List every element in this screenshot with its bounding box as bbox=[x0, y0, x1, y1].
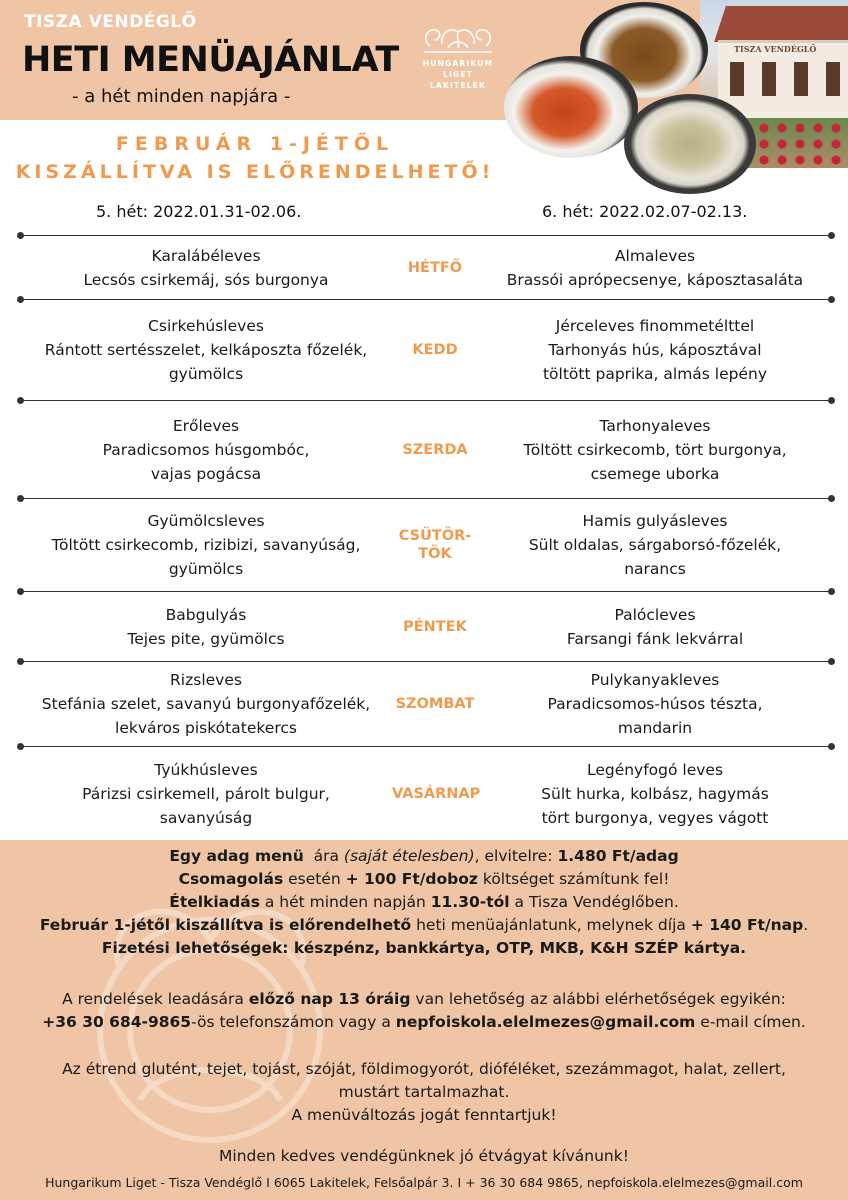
contact-line: +36 30 684-9865-ös telefonszámon vagy a nepfoiskola.elelmezes@gmail.com e-mail címen. bbox=[42, 1013, 806, 1031]
hungarikum-liget-logo bbox=[410, 18, 506, 90]
footer-contact: Hungarikum Liget - Tisza Vendéglő I 6065 Lakitelek, Felsőalpár 3. I + 36 30 684 9865, nepfoiskola.elelmezes@gmail.com bbox=[45, 1175, 803, 1190]
page-title: HETI MENÜAJÁNLAT bbox=[22, 40, 399, 80]
price-line: Egy adag menü ára (saját ételesben), elvitelre: 1.480 Ft/adag bbox=[169, 847, 679, 865]
week5-menu: Karalábéleves Lecsós csirkemáj, sós burgonya bbox=[83, 246, 329, 289]
week5-menu: Csirkehúsleves Rántott sertésszelet, kelkáposzta főzelék, gyümölcs bbox=[44, 317, 368, 383]
menu-row-friday bbox=[20, 591, 832, 661]
logo-text-line2: LAKITELEK bbox=[430, 81, 486, 90]
menu-row-thursday bbox=[20, 498, 832, 591]
week6-menu: Jérceleves finommetélttel Tarhonyás hús, káposztával töltött paprika, almás lepény bbox=[542, 317, 768, 383]
week6-menu: Palócleves Farsangi fánk lekvárral bbox=[566, 605, 744, 648]
menu-row-wednesday bbox=[20, 400, 832, 498]
email-address: nepfoiskola.elelmezes@gmail.com bbox=[395, 1013, 696, 1031]
week-6-heading: 6. hét: 2022.02.07-02.13. bbox=[542, 202, 748, 221]
page-subtitle: - a hét minden napjára - bbox=[72, 86, 291, 107]
serving-line: Ételkiadás a hét minden napján 11.30-tól a Tisza Vendéglőben. bbox=[169, 893, 679, 911]
day-label: SZERDA bbox=[402, 441, 468, 458]
week-5-heading: 5. hét: 2022.01.31-02.06. bbox=[96, 202, 302, 221]
building-sign: TISZA VENDÉGLŐ bbox=[734, 44, 817, 54]
allergen-line2: mustárt tartalmazhat. bbox=[338, 1083, 510, 1101]
week6-menu: Hamis gulyásleves Sült oldalas, sárgaborsó-főzelék, narancs bbox=[528, 512, 782, 578]
week5-menu: Erőleves Paradicsomos húsgombóc, vajas pogácsa bbox=[102, 416, 310, 483]
week6-menu: Almaleves Brassói aprópecsenye, káposztasaláta bbox=[506, 246, 804, 289]
day-label: PÉNTEK bbox=[403, 618, 467, 635]
delivery-line: Február 1-jétől kiszállítva is előrendelhető heti menüajánlatunk, melynek díja + 140 Ft/nap. bbox=[39, 916, 809, 934]
packaging-line: Csomagolás esetén + 100 Ft/doboz költséget számítunk fel! bbox=[178, 870, 670, 888]
week6-menu: Pulykanyakleves Paradicsomos-húsos tészta, mandarin bbox=[547, 671, 763, 737]
menu-row-monday bbox=[20, 235, 832, 299]
week5-menu: Gyümölcsleves Töltött csirkecomb, rizibizi, savanyúság, gyümölcs bbox=[51, 512, 361, 578]
soup-dish-photo bbox=[624, 94, 756, 194]
announcement-line1: FEBRUÁR 1-JÉTŐL bbox=[115, 133, 395, 155]
closing-wish: Minden kedves vendégünknek jó étvágyat kívánunk! bbox=[219, 1147, 629, 1165]
day-label: VASÁRNAP bbox=[392, 785, 481, 802]
menu-row-saturday bbox=[20, 661, 832, 746]
week6-menu: Legényfogó leves Sült hurka, kolbász, hagymás tört burgonya, vegyes vágott bbox=[541, 760, 769, 827]
announcement-line2: KISZÁLLÍTVA IS ELŐRENDELHETŐ! bbox=[15, 161, 495, 183]
delivery-announcement bbox=[0, 130, 510, 186]
week5-menu: Rizsleves Stefánia szelet, savanyú burgonyafőzelék, lekváros piskótatekercs bbox=[41, 671, 371, 737]
day-label: SZOMBAT bbox=[395, 696, 475, 712]
ornament-icon bbox=[418, 18, 498, 58]
week5-menu: Tyúkhúsleves Párizsi csirkemell, párolt bulgur, savanyúság bbox=[82, 760, 330, 827]
pasta-dish-photo bbox=[504, 56, 638, 158]
weekly-menu-table bbox=[20, 235, 832, 840]
menu-row-tuesday bbox=[20, 299, 832, 400]
week5-menu: Babgulyás Tejes pite, gyümölcs bbox=[127, 605, 285, 648]
restaurant-name: TISZA VENDÉGLŐ bbox=[24, 12, 197, 32]
payment-line: Fizetési lehetőségek: készpénz, bankkártya, OTP, MKB, K&H SZÉP kártya. bbox=[101, 939, 747, 957]
day-label: KEDD bbox=[412, 342, 458, 358]
day-label: HÉTFŐ bbox=[407, 259, 463, 276]
order-line: A rendelések leadására előző nap 13 óráig van lehetőség az alábbi elérhetőségek egyikén: bbox=[62, 990, 786, 1008]
day-label: CSÜTÖR- TÖK bbox=[398, 528, 472, 562]
menu-row-sunday bbox=[20, 746, 832, 840]
allergen-line1: Az étrend glutént, tejet, tojást, szóját, földimogyorót, dióféléket, szezámmagot, halat, zellert, bbox=[62, 1060, 786, 1078]
phone-number: +36 30 684-9865 bbox=[42, 1013, 192, 1031]
week6-menu: Tarhonyaleves Töltött csirkecomb, tört burgonya, csemege uborka bbox=[523, 416, 787, 483]
logo-text-line1: HUNGARIKUM LIGET bbox=[422, 59, 494, 79]
menu-change-notice: A menüváltozás jogát fenntartjuk! bbox=[291, 1106, 557, 1124]
